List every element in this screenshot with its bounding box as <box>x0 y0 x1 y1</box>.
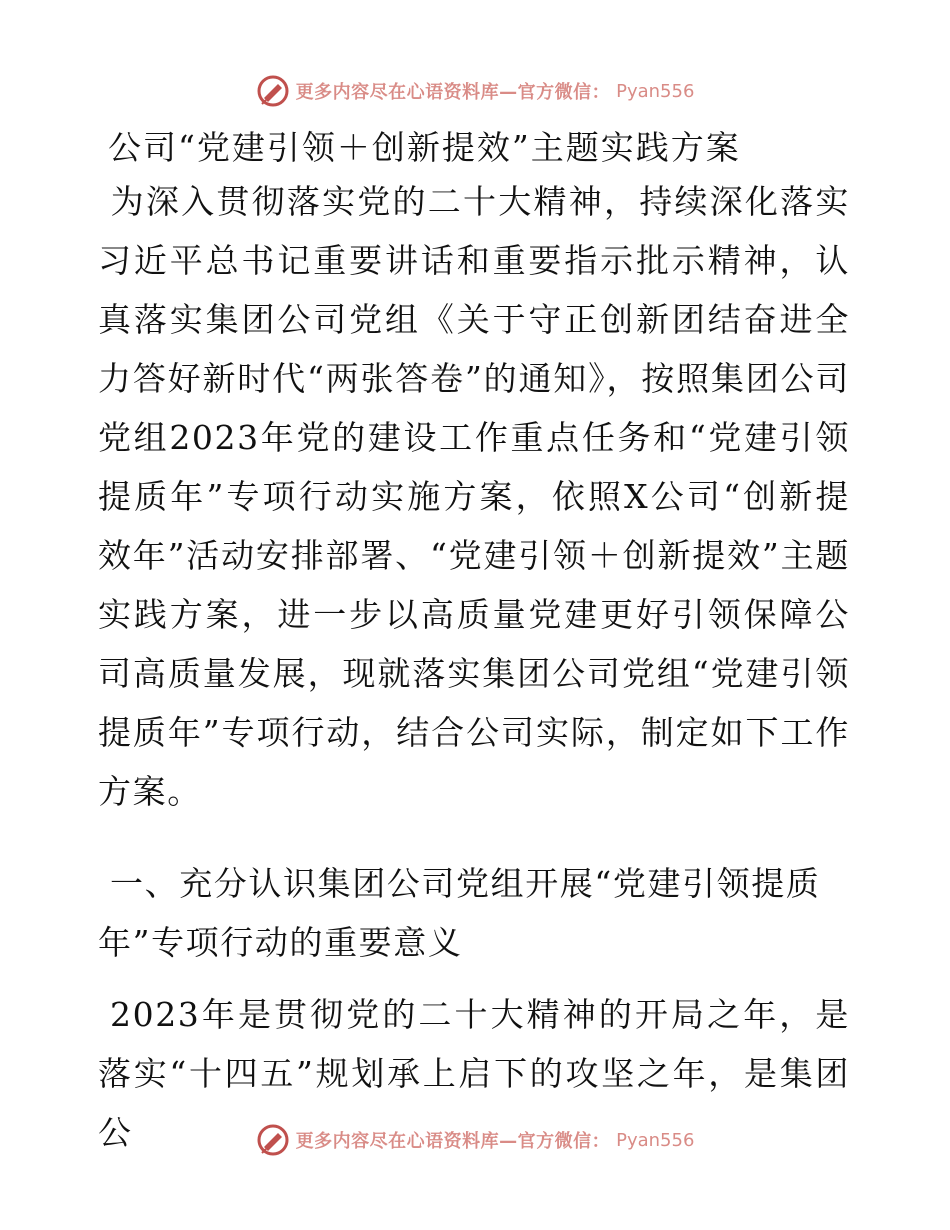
document-title: 公司“党建引领＋创新提效”主题实践方案 <box>108 128 741 167</box>
watermark-header <box>0 71 950 111</box>
section-1-heading <box>98 854 850 972</box>
intro-paragraph <box>98 172 850 821</box>
intro-paragraph-text: 为深入贯彻落实党的二十大精神，持续深化落实习近平总书记重要讲话和重要指示批示精神，认真落实集团公司党组《关于守正创新团结奋进全力答好新时代“两张答卷”的通知》，按照集团公司党组2023年党的建设工作重点任务和“党建引领提质年”专项行动实施方案，依照X公司“创新提效年”活动安排部署、“党建引领＋创新提效”主题实践方案，进一步以高质量党建更好引领保障公司高质量发展，现就落实集团公司党组“党建引领提质年”专项行动，结合公司实际，制定如下工作方案。 <box>98 182 850 811</box>
watermark-text: 更多内容尽在心语资料库—官方微信： <box>295 1131 611 1152</box>
watermark-text: 更多内容尽在心语资料库—官方微信： <box>295 82 611 103</box>
pen-nib-logo-icon <box>256 1123 290 1157</box>
section-1-heading-text: 一、充分认识集团公司党组开展“党建引领提质年”专项行动的重要意义 <box>98 864 821 962</box>
watermark-footer <box>0 1120 950 1160</box>
section-1-paragraph-text: 2023年是贯彻党的二十大精神的开局之年，是落实“十四五”规划承上启下的攻坚之年，是集团公 <box>98 995 850 1152</box>
watermark-wechat-id: Pyan556 <box>616 80 695 102</box>
watermark-wechat-id: Pyan556 <box>616 1129 695 1151</box>
pen-nib-logo-icon <box>256 74 290 108</box>
